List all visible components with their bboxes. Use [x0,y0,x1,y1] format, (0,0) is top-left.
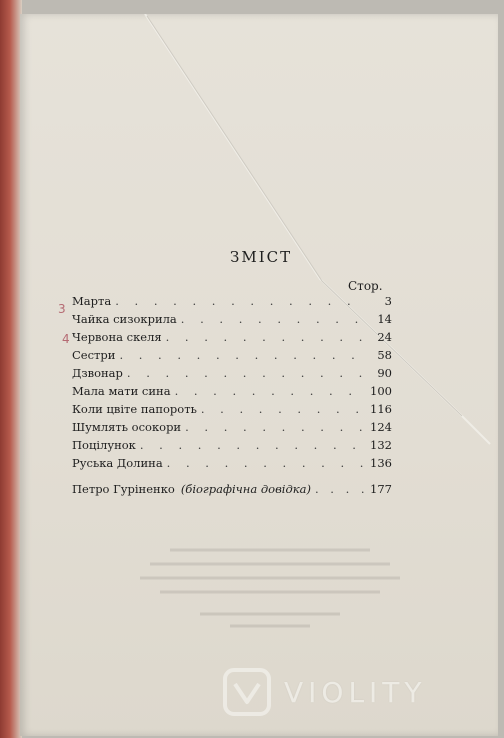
book-page [20,14,498,736]
toc-entry [72,312,392,330]
toc-entry [72,402,392,420]
watermark-text: VIOLITY [284,675,427,709]
toc-entry-page: 100 [370,384,392,398]
toc-entry-title: Сестри [72,348,116,362]
toc-entry-title: Руська Долина [72,456,163,470]
toc-entry-page: 3 [384,294,392,308]
toc-heading: ЗМІСТ [230,248,293,266]
leader-dots [201,402,366,416]
toc-entry-page: 14 [377,312,392,326]
leader-dots [166,330,366,344]
toc-entry [72,348,392,366]
toc-entry-title: Червона скеля [72,330,162,344]
toc-entry [72,384,392,402]
pencil-mark: 4 [62,332,70,346]
watermark [222,667,427,717]
toc-entry-title: Дзвонар [72,366,123,380]
toc-entry-page: 116 [370,402,392,416]
toc-entry [72,456,392,474]
leader-dots [115,294,366,308]
page-column-label: Стор. [348,279,383,293]
toc-entry-biography [72,482,392,500]
toc-entry-page: 90 [377,366,392,380]
book-binding [0,0,22,738]
show-through-imprint [140,542,400,632]
toc-entry-title: Коли цвіте папороть [72,402,197,416]
toc-entry-title: Марта [72,294,112,308]
violity-logo-icon [222,667,272,717]
pencil-mark: 3 [58,302,66,316]
bio-entry-note: (біографічна довідка) [180,482,311,496]
toc-entry [72,420,392,438]
toc-entry-title: Шумлять осокори [72,420,182,434]
bio-entry-title: Петро Гуріненко [72,482,175,496]
toc-entry-title: Поцілунок [72,438,136,452]
toc-entry [72,330,392,348]
toc-entry [72,438,392,456]
toc-entry-page: 58 [377,348,392,362]
leader-dots [119,348,366,362]
toc-entry [72,366,392,384]
toc-entry-page: 124 [370,420,392,434]
leader-dots [167,456,366,470]
leader-dots [185,420,366,434]
bio-entry-page: 177 [370,482,392,496]
leader-dots [127,366,366,380]
toc-entry-page: 136 [370,456,392,470]
leader-dots [175,384,366,398]
leader-dots [181,312,366,326]
toc-entry-title: Чайка сизокрила [72,312,177,326]
toc-list [72,294,392,500]
toc-entry-page: 24 [377,330,392,344]
toc-entry [72,294,392,312]
toc-entry-page: 132 [370,438,392,452]
leader-dots [315,482,366,496]
leader-dots [140,438,366,452]
toc-entry-title: Мала мати сина [72,384,171,398]
